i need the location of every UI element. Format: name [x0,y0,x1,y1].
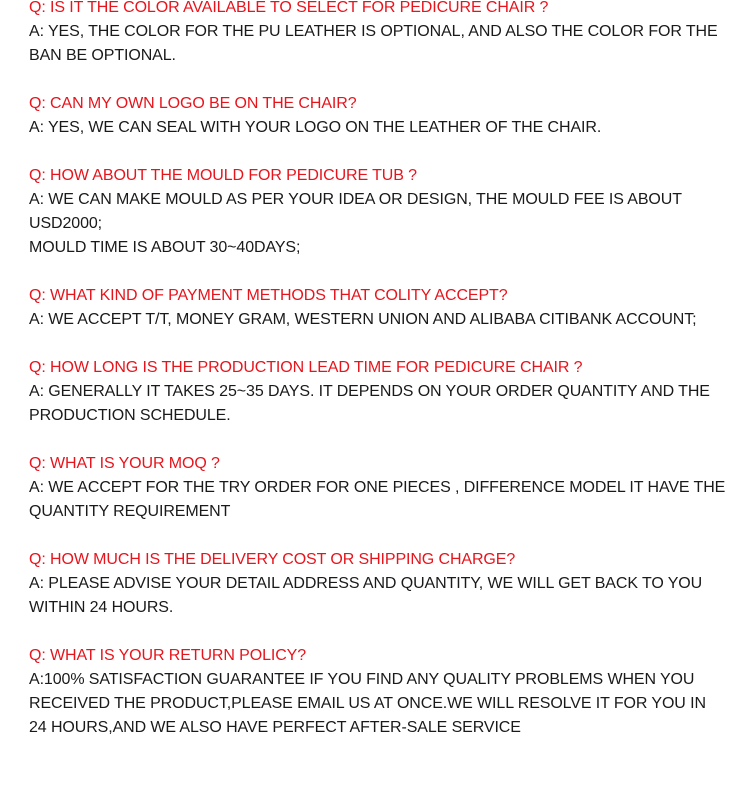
faq-answer-line: RECEIVED THE PRODUCT,PLEASE EMAIL US AT ONCE.WE WILL RESOLVE IT FOR YOU IN [29,695,706,712]
faq-question: Q: HOW ABOUT THE MOULD FOR PEDICURE TUB ? [29,167,417,184]
faq-item-lead-time [29,356,729,428]
faq-item-payment [29,284,729,332]
faq-answer-line: A: YES, WE CAN SEAL WITH YOUR LOGO ON THE LEATHER OF THE CHAIR. [29,119,602,136]
faq-item-color [29,0,729,68]
faq-question: Q: WHAT IS YOUR RETURN POLICY? [29,647,307,664]
faq-answer-line: PRODUCTION SCHEDULE. [29,407,231,424]
faq-answer-line: A: WE ACCEPT T/T, MONEY GRAM, WESTERN UNION AND ALIBABA CITIBANK ACCOUNT; [29,311,697,328]
faq-item-mould [29,164,729,260]
faq-question: Q: IS IT THE COLOR AVAILABLE TO SELECT FOR PEDICURE CHAIR ? [29,0,549,16]
faq-answer-line: A: GENERALLY IT TAKES 25~35 DAYS. IT DEPENDS ON YOUR ORDER QUANTITY AND THE [29,383,710,400]
faq-item-return-policy [29,644,729,740]
faq-question: Q: WHAT KIND OF PAYMENT METHODS THAT COLITY ACCEPT? [29,287,508,304]
faq-answer-line: WITHIN 24 HOURS. [29,599,174,616]
faq-question: Q: WHAT IS YOUR MOQ ? [29,455,220,472]
faq-answer-line: USD2000; [29,215,103,232]
faq-item-moq [29,452,729,524]
faq-answer-line: A: WE CAN MAKE MOULD AS PER YOUR IDEA OR DESIGN, THE MOULD FEE IS ABOUT [29,191,682,208]
faq-answer-line: 24 HOURS,AND WE ALSO HAVE PERFECT AFTER-SALE SERVICE [29,719,521,736]
faq-item-logo [29,92,729,140]
faq-item-shipping [29,548,729,620]
faq-question: Q: CAN MY OWN LOGO BE ON THE CHAIR? [29,95,357,112]
faq-answer-line: BAN BE OPTIONAL. [29,47,176,64]
faq-question: Q: HOW LONG IS THE PRODUCTION LEAD TIME FOR PEDICURE CHAIR ? [29,359,583,376]
faq-answer-line: A: WE ACCEPT FOR THE TRY ORDER FOR ONE PIECES , DIFFERENCE MODEL IT HAVE THE [29,479,726,496]
faq-answer-line: A: PLEASE ADVISE YOUR DETAIL ADDRESS AND QUANTITY, WE WILL GET BACK TO YOU [29,575,703,592]
faq-answer-line: QUANTITY REQUIREMENT [29,503,231,520]
faq-answer-line: MOULD TIME IS ABOUT 30~40DAYS; [29,239,301,256]
faq-list [29,0,729,764]
faq-answer-line: A:100% SATISFACTION GUARANTEE IF YOU FIND ANY QUALITY PROBLEMS WHEN YOU [29,671,695,688]
faq-answer-line: A: YES, THE COLOR FOR THE PU LEATHER IS OPTIONAL, AND ALSO THE COLOR FOR THE [29,23,718,40]
faq-question: Q: HOW MUCH IS THE DELIVERY COST OR SHIPPING CHARGE? [29,551,516,568]
